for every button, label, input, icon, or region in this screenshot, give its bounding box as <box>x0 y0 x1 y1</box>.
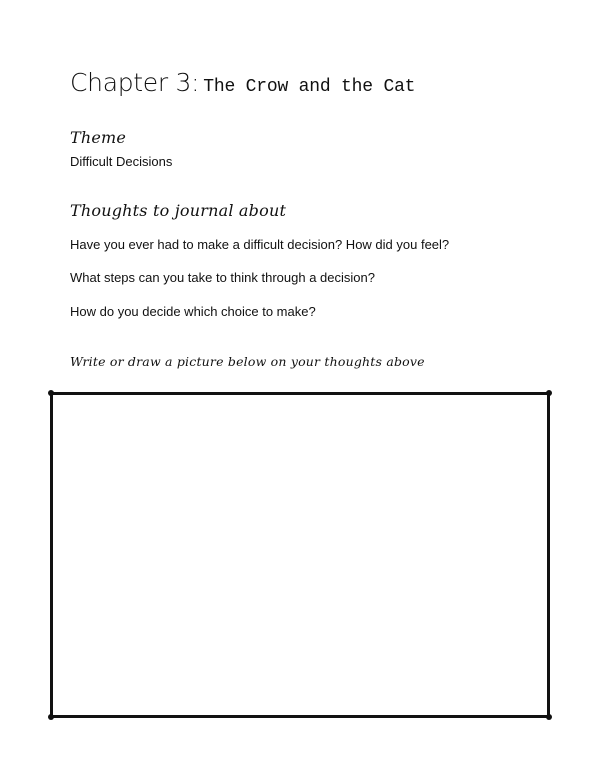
chapter-number: Chapter 3: <box>70 68 200 97</box>
theme-value: Difficult Decisions <box>70 154 173 169</box>
theme-heading: Theme <box>70 128 127 147</box>
chapter-title <box>70 70 415 96</box>
journal-heading: Thoughts to journal about <box>70 201 287 220</box>
corner-dot <box>546 714 552 720</box>
journal-question: Have you ever had to make a difficult decision? How did you feel? <box>70 237 450 252</box>
corner-dot <box>48 714 54 720</box>
corner-dot <box>48 390 54 396</box>
journal-question: How do you decide which choice to make? <box>70 304 316 319</box>
drawing-instruction: Write or draw a picture below on your thoughts above <box>70 354 425 369</box>
drawing-area[interactable] <box>50 392 550 718</box>
corner-dot <box>546 390 552 396</box>
journal-question: What steps can you take to think through a decision? <box>70 270 375 285</box>
chapter-name: The Crow and the Cat <box>203 77 416 97</box>
